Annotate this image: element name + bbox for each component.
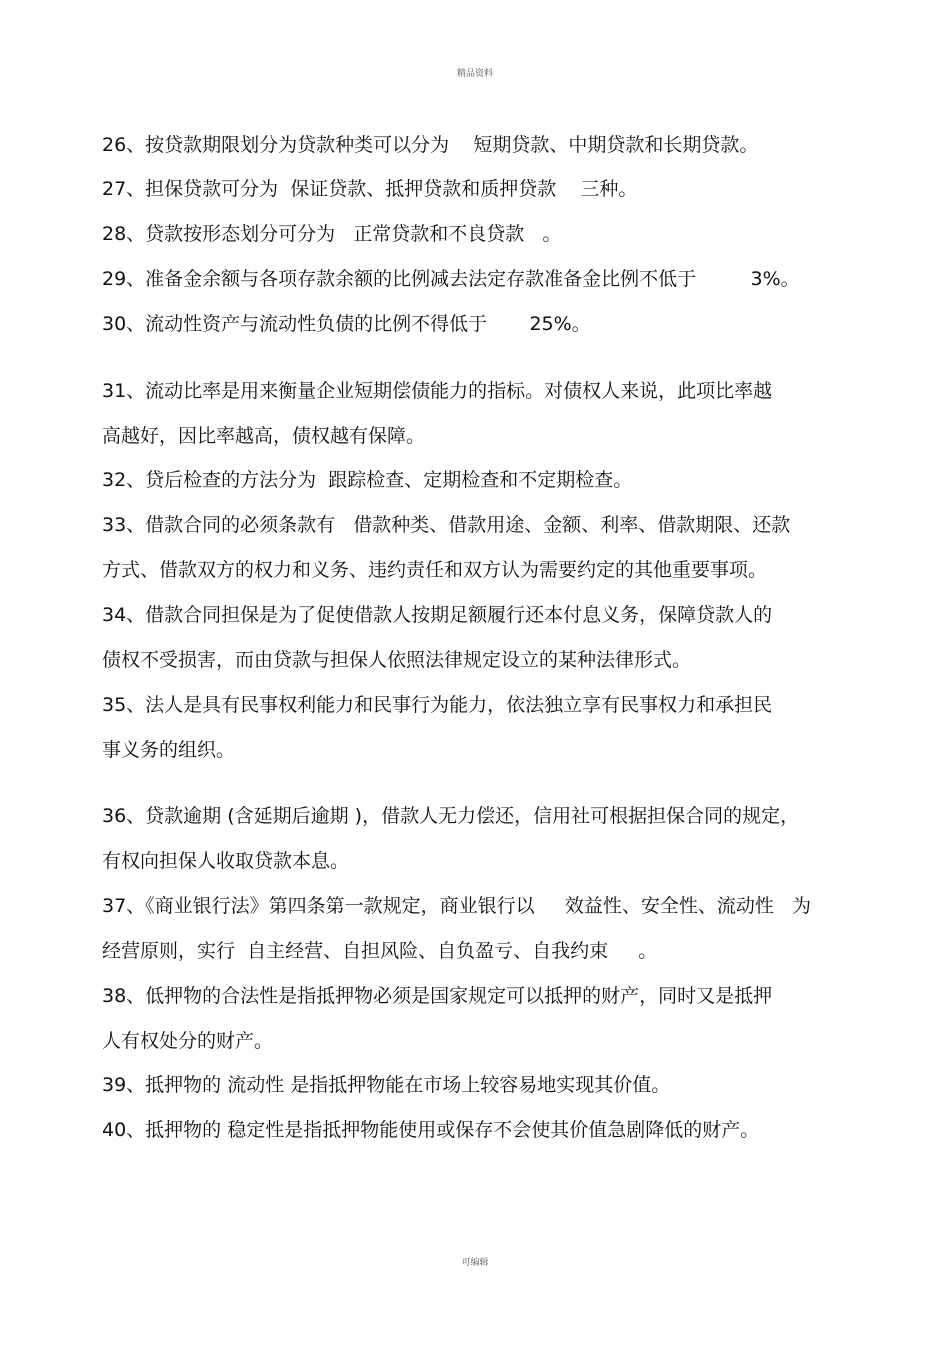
text-line-28: 28、贷款按形态划分可分为 正常贷款和不良贷款 。 xyxy=(102,223,562,245)
text-line-27: 27、担保贷款可分为 保证贷款、抵押贷款和质押贷款 三种。 xyxy=(102,178,638,200)
text-line-35b: 事义务的组织。 xyxy=(102,739,236,761)
text-line-31a: 31、流动比率是用来衡量企业短期偿债能力的指标。对债权人来说，此项比率越 xyxy=(102,380,773,402)
text-line-29: 29、准备金余额与各项存款余额的比例减去法定存款准备金比例不低于 3%。 xyxy=(102,268,800,290)
footer-note: 可编辑 xyxy=(461,1258,489,1268)
text-line-34b: 债权不受损害，而由贷款与担保人依照法律规定设立的某种法律形式。 xyxy=(102,649,692,671)
text-line-35a: 35、法人是具有民事权利能力和民事行为能力，依法独立享有民事权力和承担民 xyxy=(102,694,773,716)
text-line-36a: 36、贷款逾期 (含延期后逾期 )，借款人无力偿还，信用社可根据担保合同的规定， xyxy=(102,805,800,827)
text-line-39: 39、抵押物的 流动性 是指抵押物能在市场上较容易地实现其价值。 xyxy=(102,1074,671,1096)
text-line-38a: 38、低押物的合法性是指抵押物必须是国家规定可以抵押的财产，同时又是抵押 xyxy=(102,985,773,1007)
text-line-33b: 方式、借款双方的权力和义务、违约责任和双方认为需要约定的其他重要事项。 xyxy=(102,559,768,581)
text-line-38b: 人有权处分的财产。 xyxy=(102,1030,274,1052)
text-line-37b: 经营原则，实行 自主经营、自担风险、自负盈亏、自我约束 。 xyxy=(102,940,658,962)
text-line-26: 26、按贷款期限划分为贷款种类可以分为 短期贷款、中期贷款和长期贷款。 xyxy=(102,134,759,156)
text-line-30: 30、流动性资产与流动性负债的比例不得低于 25%。 xyxy=(102,313,591,335)
text-line-33a: 33、借款合同的必须条款有 借款种类、借款用途、金额、利率、借款期限、还款 xyxy=(102,514,791,536)
text-line-37a: 37、《商业银行法》第四条第一款规定，商业银行以 效益性、安全性、流动性 为 xyxy=(102,895,811,917)
text-line-36b: 有权向担保人收取贷款本息。 xyxy=(102,850,350,872)
text-line-32: 32、贷后检查的方法分为 跟踪检查、定期检查和不定期检查。 xyxy=(102,469,633,491)
text-line-34a: 34、借款合同担保是为了促使借款人按期足额履行还本付息义务，保障贷款人的 xyxy=(102,604,773,626)
text-line-31b: 高越好，因比率越高，债权越有保障。 xyxy=(102,425,426,447)
text-line-40: 40、抵押物的 稳定性是指抵押物能使用或保存不会使其价值急剧降低的财产。 xyxy=(102,1119,760,1141)
header-note: 精品资料 xyxy=(456,69,493,79)
